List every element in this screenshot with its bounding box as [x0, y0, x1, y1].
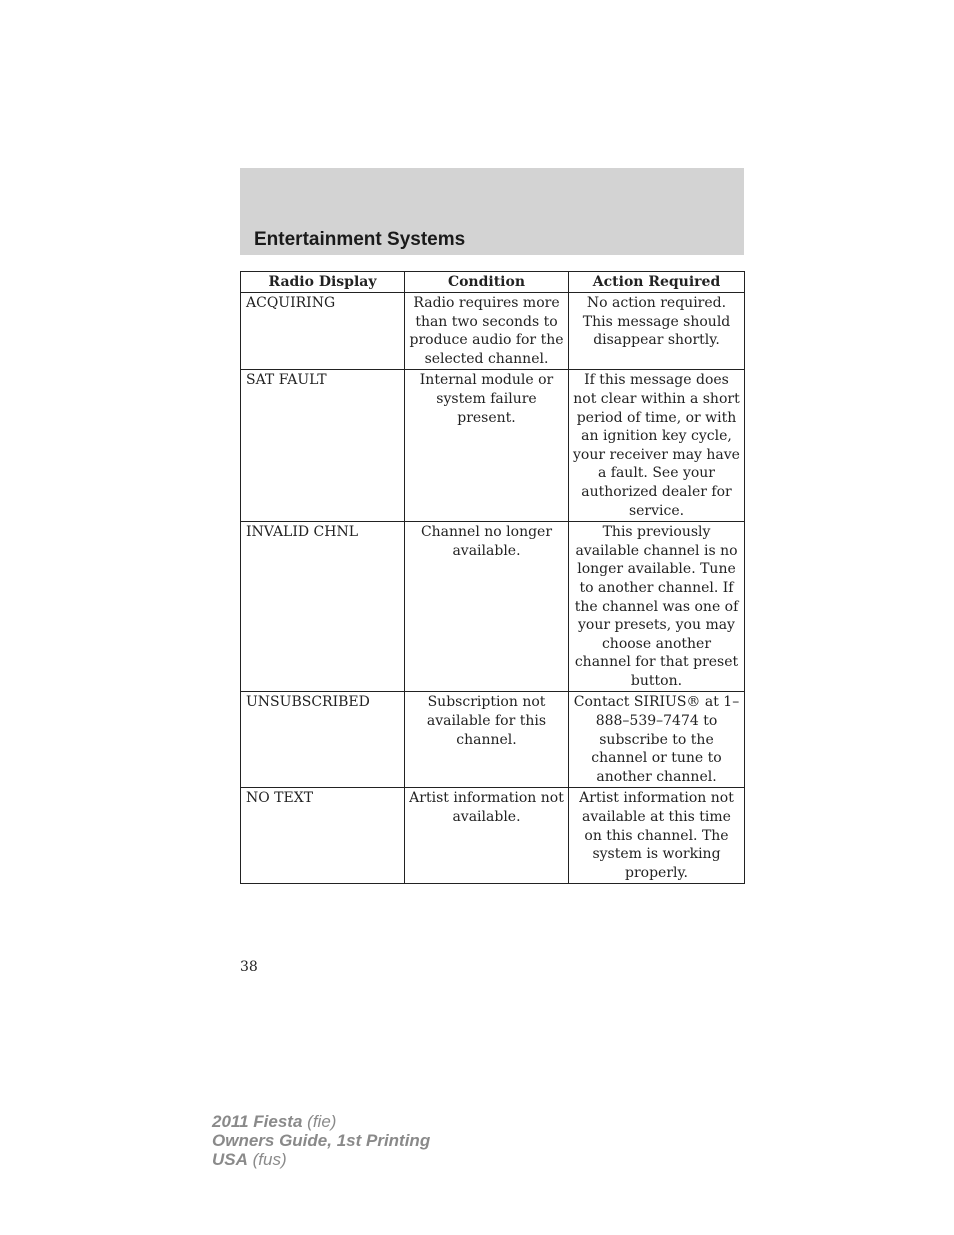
table-row [241, 788, 745, 884]
footer-guide-name: Owners Guide, 1st Printing [212, 1131, 431, 1150]
table-row [241, 293, 745, 370]
cell-action-required: Contact SIRIUS® at 1–888–539–7474 to subscribe to the channel or tune to another channel. [569, 692, 745, 788]
cell-condition: Subscription not available for this channel. [405, 692, 569, 788]
cell-radio-display: NO TEXT [241, 788, 405, 884]
cell-radio-display: ACQUIRING [241, 293, 405, 370]
table-header-row [241, 272, 745, 293]
page-number: 38 [240, 959, 258, 975]
cell-action-required: Artist information not available at this time on this channel. The system is working properly. [569, 788, 745, 884]
footer-line-model [212, 1112, 430, 1131]
column-header-condition: Condition [405, 272, 569, 293]
footer-market-code: (fus) [252, 1150, 287, 1169]
cell-radio-display: UNSUBSCRIBED [241, 692, 405, 788]
footer-line-guide [212, 1131, 430, 1150]
table-row [241, 370, 745, 522]
footer-model-name: 2011 Fiesta [212, 1112, 303, 1131]
footer-model-code: (fie) [307, 1112, 337, 1131]
cell-action-required: No action required. This message should disappear shortly. [569, 293, 745, 370]
cell-action-required: This previously available channel is no longer available. Tune to another channel. If the channel was one of your presets, you may choose another channel for that preset button. [569, 522, 745, 692]
section-header-band [240, 168, 744, 255]
column-header-radio-display: Radio Display [241, 272, 405, 293]
cell-radio-display: INVALID CHNL [241, 522, 405, 692]
cell-condition: Internal module or system failure present. [405, 370, 569, 522]
document-footer [212, 1112, 430, 1169]
column-header-action-required: Action Required [569, 272, 745, 293]
cell-radio-display: SAT FAULT [241, 370, 405, 522]
section-title: Entertainment Systems [254, 229, 466, 250]
cell-condition: Channel no longer available. [405, 522, 569, 692]
table-row [241, 522, 745, 692]
radio-display-messages-table [240, 271, 745, 884]
cell-action-required: If this message does not clear within a short period of time, or with an ignition key cycle, your receiver may have a fault. See your authorized dealer for service. [569, 370, 745, 522]
cell-condition: Radio requires more than two seconds to produce audio for the selected channel. [405, 293, 569, 370]
footer-market-name: USA [212, 1150, 248, 1169]
cell-condition: Artist information not available. [405, 788, 569, 884]
table-row [241, 692, 745, 788]
footer-line-market [212, 1150, 430, 1169]
